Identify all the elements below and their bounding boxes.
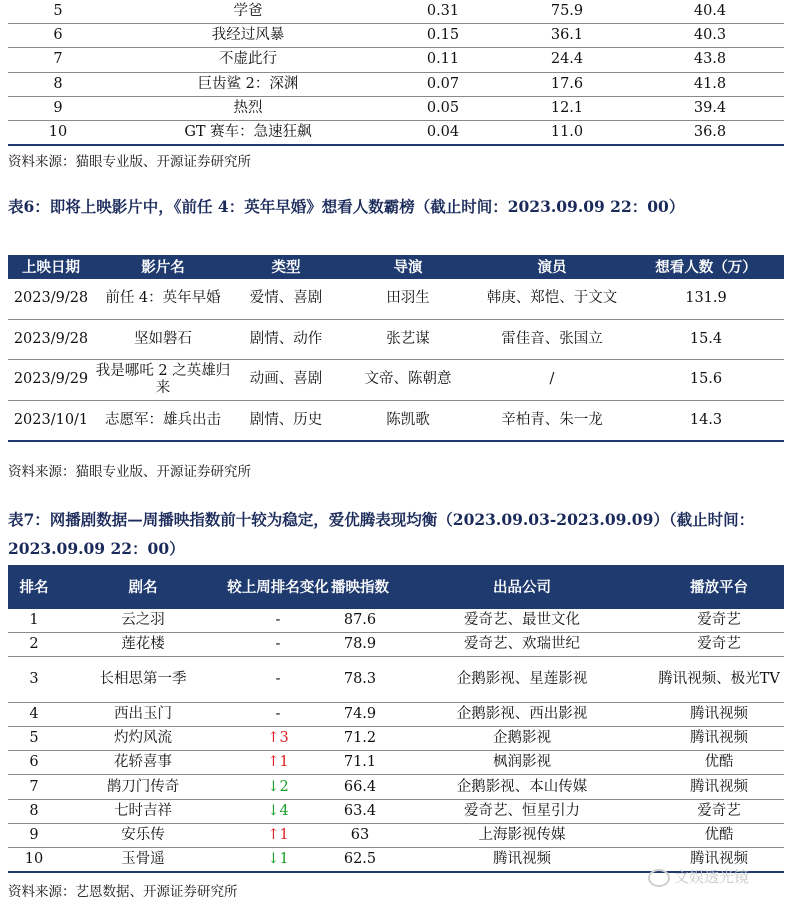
boxoffice-cell: 11.0 [498,120,636,145]
drama-cell: 花轿喜事 [60,751,226,775]
rank-change-cell: ↓2 [226,775,330,799]
cast-cell: 辛柏青、朱一龙 [476,400,628,441]
boxoffice-cell: 36.1 [498,24,636,48]
platform-cell: 腾讯视频 [654,703,784,727]
drama-cell: 玉骨遥 [60,847,226,872]
column-header: 较上周排名变化 [226,565,330,609]
index-cell: 78.9 [330,633,390,657]
title-cell: GT 赛车：急速狂飙 [108,120,388,145]
index-cell: 78.3 [330,657,390,703]
boxoffice-cell: 17.6 [498,72,636,96]
director-cell: 文帝、陈朝意 [340,360,476,401]
upcoming-films-table [8,255,784,442]
index-cell: 74.9 [330,703,390,727]
share-cell: 0.07 [388,72,498,96]
source-note: 资料来源：艺恩数据、开源证券研究所 [8,884,238,900]
index-cell: 63 [330,823,390,847]
rank-cell: 6 [8,24,108,48]
director-cell: 陈凯歌 [340,400,476,441]
genre-cell: 剧情、动作 [232,319,340,360]
share-cell: 0.31 [388,0,498,24]
share-cell: 0.11 [388,48,498,72]
column-header: 剧名 [60,565,226,609]
drama-cell: 西出玉门 [60,703,226,727]
platform-cell: 爱奇艺 [654,799,784,823]
director-cell: 张艺谋 [340,319,476,360]
film-cell: 前任 4：英年早婚 [94,279,232,319]
rank-cell: 9 [8,96,108,120]
box-office-table [8,0,784,146]
producer-cell: 企鹅影视、本山传媒 [390,775,654,799]
rank-cell: 2 [8,633,60,657]
boxoffice-cell: 24.4 [498,48,636,72]
title-cell: 学爸 [108,0,388,24]
release-date-cell: 2023/10/1 [8,400,94,441]
source-note: 资料来源：猫眼专业版、开源证券研究所 [8,464,251,480]
rank-cell: 10 [8,847,60,872]
drama-cell: 七时吉祥 [60,799,226,823]
table-row [8,0,784,24]
cast-cell: 雷佳音、张国立 [476,319,628,360]
share-cell: 0.04 [388,120,498,145]
platform-cell: 爱奇艺 [654,633,784,657]
rank-cell: 4 [8,703,60,727]
producer-cell: 腾讯视频 [390,847,654,872]
platform-cell: 腾讯视频 [654,727,784,751]
film-cell: 我是哪吒 2 之英雄归来 [94,360,232,401]
producer-cell: 爱奇艺、最世文化 [390,609,654,633]
column-header: 类型 [232,255,340,279]
platform-cell: 腾讯视频 [654,847,784,872]
rank-change-cell: ↓1 [226,847,330,872]
share-cell: 0.15 [388,24,498,48]
drama-cell: 莲花楼 [60,633,226,657]
boxoffice-cell: 12.1 [498,96,636,120]
column-header: 想看人数（万） [628,255,784,279]
column-header: 影片名 [94,255,232,279]
rank-cell: 8 [8,799,60,823]
table-row [8,360,784,401]
rank-cell: 8 [8,72,108,96]
table-row [8,279,784,319]
rank-change-cell: ↓4 [226,799,330,823]
producer-cell: 枫润影视 [390,751,654,775]
rank-cell: 5 [8,727,60,751]
rate-cell: 36.8 [636,120,784,145]
rate-cell: 40.4 [636,0,784,24]
platform-cell: 腾讯视频 [654,775,784,799]
platform-cell: 优酷 [654,823,784,847]
rank-cell: 3 [8,657,60,703]
column-header: 导演 [340,255,476,279]
share-cell: 0.05 [388,96,498,120]
table-row [8,24,784,48]
index-cell: 63.4 [330,799,390,823]
column-header: 播映指数 [330,565,390,609]
table-row [8,775,784,799]
table6-title: 表6：即将上映影片中，《前任 4：英年早婚》想看人数霸榜（截止时间：2023.09.09 22：00） [8,197,685,216]
rank-change-cell: ↑1 [226,823,330,847]
table7-title: 表7：网播剧数据—周播映指数前十较为稳定，爱优腾表现均衡（2023.09.03-2023.09.09）（截止时间：2023.09.09 22：00） [8,510,755,558]
cast-cell: 韩庚、郑恺、于文文 [476,279,628,319]
drama-cell: 灼灼风流 [60,727,226,751]
platform-cell: 爱奇艺 [654,609,784,633]
title-cell: 不虚此行 [108,48,388,72]
want-count-cell: 15.4 [628,319,784,360]
table-row [8,703,784,727]
wechat-icon [648,869,670,887]
drama-cell: 长相思第一季 [60,657,226,703]
drama-cell: 云之羽 [60,609,226,633]
title-cell: 我经过风暴 [108,24,388,48]
table-row [8,319,784,360]
rank-cell: 9 [8,823,60,847]
rate-cell: 41.8 [636,72,784,96]
release-date-cell: 2023/9/28 [8,279,94,319]
rate-cell: 40.3 [636,24,784,48]
index-cell: 62.5 [330,847,390,872]
rank-change-cell: ↑1 [226,751,330,775]
cast-cell: / [476,360,628,401]
rate-cell: 43.8 [636,48,784,72]
producer-cell: 企鹅影视、西出影视 [390,703,654,727]
rank-change-cell: - [226,609,330,633]
film-cell: 坚如磐石 [94,319,232,360]
index-cell: 71.1 [330,751,390,775]
producer-cell: 上海影视传媒 [390,823,654,847]
rate-cell: 39.4 [636,96,784,120]
table-row [8,633,784,657]
table-row [8,120,784,145]
platform-cell: 优酷 [654,751,784,775]
table-row [8,823,784,847]
release-date-cell: 2023/9/28 [8,319,94,360]
film-cell: 志愿军：雄兵出击 [94,400,232,441]
index-cell: 87.6 [330,609,390,633]
table-row [8,96,784,120]
rank-cell: 7 [8,775,60,799]
rank-cell: 10 [8,120,108,145]
column-header: 排名 [8,565,60,609]
table-row [8,609,784,633]
release-date-cell: 2023/9/29 [8,360,94,401]
table-row [8,751,784,775]
genre-cell: 爱情、喜剧 [232,279,340,319]
want-count-cell: 131.9 [628,279,784,319]
drama-cell: 鹊刀门传奇 [60,775,226,799]
rank-cell: 6 [8,751,60,775]
genre-cell: 剧情、历史 [232,400,340,441]
web-drama-table [8,565,784,873]
index-cell: 71.2 [330,727,390,751]
watermark: 文娱透光镜 [648,866,749,887]
rank-cell: 1 [8,609,60,633]
table-row [8,727,784,751]
table-row [8,48,784,72]
genre-cell: 动画、喜剧 [232,360,340,401]
table-row [8,400,784,441]
rank-cell: 7 [8,48,108,72]
title-cell: 热烈 [108,96,388,120]
rank-change-cell: - [226,633,330,657]
producer-cell: 企鹅影视、星莲影视 [390,657,654,703]
column-header: 出品公司 [390,565,654,609]
want-count-cell: 15.6 [628,360,784,401]
column-header: 演员 [476,255,628,279]
table-row [8,799,784,823]
rank-change-cell: ↑3 [226,727,330,751]
drama-cell: 安乐传 [60,823,226,847]
producer-cell: 爱奇艺、欢瑞世纪 [390,633,654,657]
director-cell: 田羽生 [340,279,476,319]
producer-cell: 企鹅影视 [390,727,654,751]
want-count-cell: 14.3 [628,400,784,441]
title-cell: 巨齿鲨 2：深渊 [108,72,388,96]
source-note: 资料来源：猫眼专业版、开源证券研究所 [8,154,251,170]
column-header: 播放平台 [654,565,784,609]
column-header: 上映日期 [8,255,94,279]
index-cell: 66.4 [330,775,390,799]
table-row [8,657,784,703]
boxoffice-cell: 75.9 [498,0,636,24]
table-row [8,72,784,96]
rank-change-cell: - [226,703,330,727]
producer-cell: 爱奇艺、恒星引力 [390,799,654,823]
platform-cell: 腾讯视频、极光TV [654,657,784,703]
rank-cell: 5 [8,0,108,24]
rank-change-cell: - [226,657,330,703]
